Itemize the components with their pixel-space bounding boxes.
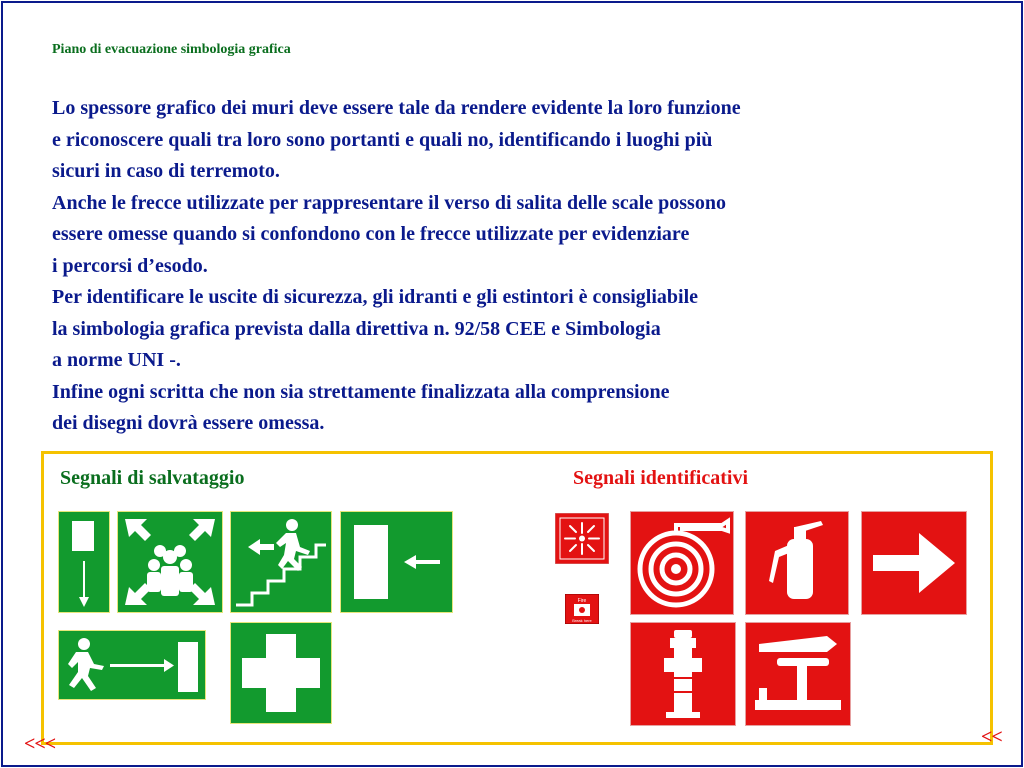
fire-break-glass-panel — [565, 594, 599, 624]
fire-hydrant-sign — [630, 622, 736, 726]
paragraph-line: sicuri in caso di terremoto. — [52, 160, 280, 182]
identification-signs-title: Segnali identificativi — [573, 467, 748, 489]
first-aid-sign — [230, 622, 332, 724]
slide-subtitle: Piano di evacuazione simbologia grafica — [52, 42, 291, 57]
exit-door-arrow-down-sign — [58, 511, 110, 613]
fire-extinguisher-sign — [745, 511, 849, 615]
direction-arrow-right-sign — [861, 511, 967, 615]
fire-alarm-call-point-sign — [555, 513, 609, 564]
paragraph-line: e riconoscere quali tra loro sono portanti e quali no, identificando i luoghi più — [52, 128, 713, 151]
rescue-signs-title: Segnali di salvataggio — [60, 467, 245, 489]
paragraph-line: la simbologia grafica prevista dalla direttiva n. 92/58 CEE e Simbologia — [52, 317, 661, 340]
paragraph-line: Anche le frecce utilizzate per rappresentare il verso di salita delle scale possono — [52, 191, 726, 214]
emergency-stairs-sign — [230, 511, 332, 613]
fire-panel-top-text: Fire — [577, 598, 587, 604]
prev-slide-link[interactable]: <<< — [24, 733, 56, 755]
fire-hose-reel-sign — [630, 511, 734, 615]
paragraph-line: essere omesse quando si confondono con le frecce utilizzate per evidenziare — [52, 223, 690, 245]
body-paragraph — [52, 93, 992, 440]
fire-hose-valve-sign — [745, 622, 851, 726]
paragraph-line: Infine ogni scritta che non sia strettamente finalizzata alla comprensione — [52, 380, 670, 403]
paragraph-line: i percorsi d’esodo. — [52, 254, 208, 277]
paragraph-line: dei disegni dovrà essere omessa. — [52, 412, 325, 434]
back-slide-link[interactable]: << — [981, 726, 1002, 748]
fire-panel-bottom-text: Break here — [572, 618, 592, 623]
paragraph-line: Per identificare le uscite di sicurezza, gli idranti e gli estintori è consigliabile — [52, 286, 699, 308]
exit-door-arrow-left-sign — [340, 511, 453, 613]
paragraph-line: a norme UNI -. — [52, 349, 181, 371]
paragraph-line: Lo spessore grafico dei muri deve essere tale da rendere evidente la loro funzione — [52, 97, 741, 119]
emergency-exit-running-man-sign — [58, 630, 206, 700]
assembly-point-sign — [117, 511, 223, 613]
